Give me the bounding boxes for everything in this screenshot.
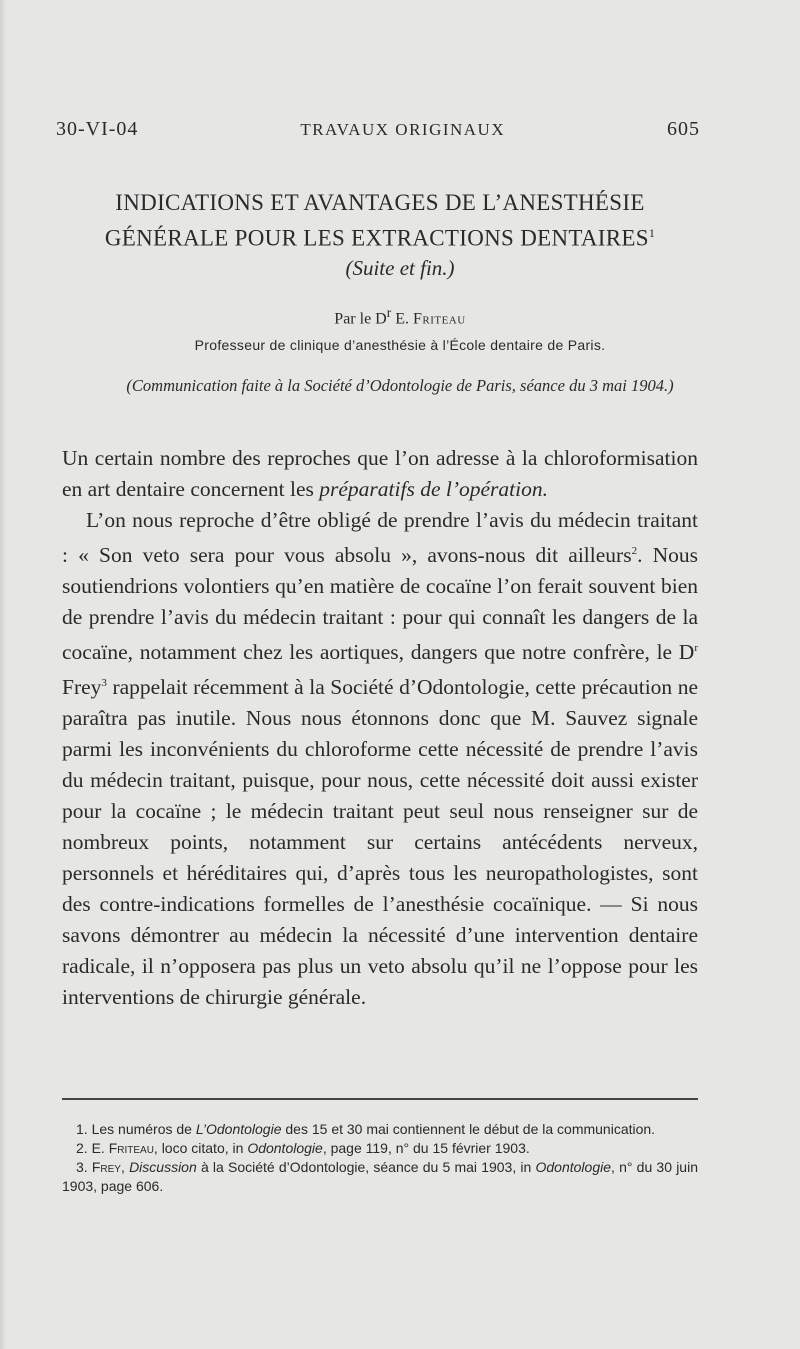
communication-note: (Communication faite à la Société d’Odontologie de Paris, séance du 3 mai 1904.): [126, 376, 674, 395]
body-p2-text-c: Frey: [62, 675, 102, 700]
body-paragraph-2: [62, 505, 698, 1013]
footnote-ref-3[interactable]: 3: [101, 677, 107, 690]
article-subtitle: (Suite et fin.): [345, 256, 455, 280]
footnote-2: [62, 1139, 698, 1158]
fn3-text-c: , n° du 30 juin 1903, page 606.: [62, 1159, 698, 1194]
article-title: [60, 188, 700, 254]
body-paragraph-1: [62, 443, 698, 505]
author-affiliation: Professeur de clinique d’anesthésie à l’École dentaire de Paris.: [194, 337, 606, 353]
footnote-divider: [62, 1098, 698, 1100]
footnotes: [62, 1120, 698, 1196]
fn1-text-a: 1. Les numéros de: [76, 1121, 196, 1137]
byline: [0, 305, 800, 328]
fn3-author: 3. Frey: [76, 1159, 121, 1175]
body-p2-text-d: rappelait récemment à la Société d’Odontologie, cette précaution ne paraîtra pas inutile. Nous nous étonnons donc que M. Sauvez signale parmi les inconvénients du chloroforme cette nécessité de prendre l’avis du médecin traitant, puisque, pour nous, cette nécessité doit aussi exister pour la cocaïne ; le médecin traitant peut seul nous renseigner sur de nombreux points, notamment sur certains antécédents nerveux, personnels et héréditaires qui, d’après tous les neuropathologistes, sont des contre-indications formelles de l’anesthésie cocaïnique. — Si nous savons démontrer au médecin la nécessité d’une intervention dentaire radicale, il n’opposera pas plus un veto absolu qu’il ne l’oppose pour les interventions de chirurgie générale.: [62, 675, 698, 1010]
fn1-text-b: des 15 et 30 mai contiennent le début de la communication.: [281, 1121, 656, 1137]
page-edge-shadow: [0, 0, 6, 1349]
footnote-1: [62, 1120, 698, 1139]
body-p1-text: Un certain nombre des reproches que l’on adresse à la chloroformisation en art dentaire concernent les: [62, 446, 698, 501]
running-head: [56, 118, 700, 141]
fn2-author: Friteau: [108, 1140, 154, 1156]
article-body: [62, 443, 698, 1013]
byline-initial: E.: [395, 310, 409, 328]
fn2-text-c: , page 119, n° du 15 février 1903.: [322, 1140, 530, 1156]
fn2-text-a: 2. E.: [76, 1140, 109, 1156]
byline-prefix: Par le D: [334, 310, 387, 328]
fn3-text-b: à la Société d’Odontologie, séance du 5 mai 1903, in: [196, 1159, 536, 1175]
body-p1-italic: préparatifs de l’opération.: [319, 477, 548, 501]
fn2-italic: Odontologie: [247, 1140, 323, 1156]
fn3-italic: Discussion: [129, 1159, 197, 1175]
footnote-3: [62, 1158, 698, 1196]
author-name: Friteau: [412, 310, 466, 328]
page-number: 605: [666, 118, 700, 140]
running-head-date: 30-VI-04: [56, 118, 139, 140]
title-footnote-mark[interactable]: 1: [648, 226, 656, 240]
body-p2-text-b: . Nous soutiendrions volontiers qu’en matière de cocaïne l’on ferait souvent bien de prendre l’avis du médecin traitant : pour qui connaît les dangers de la cocaïne, notamment chez les aortiques, dangers que notre confrère, le D: [62, 543, 698, 665]
footnote-ref-2[interactable]: 2: [631, 545, 638, 557]
fn2-text-b: , loco citato, in: [153, 1140, 248, 1156]
fn1-italic: L’Odontologie: [195, 1121, 282, 1137]
body-p2-sup-r: r: [694, 642, 698, 655]
body-p2-text-a: L’on nous reproche d’être obligé de prendre l’avis du médecin traitant : « Son veto sera pour vous absolu », avons-nous dit ailleurs: [62, 508, 698, 568]
fn3-italic-2: Odontologie: [535, 1159, 612, 1175]
fn3-text-a: ,: [120, 1159, 130, 1175]
article-title-text: INDICATIONS ET AVANTAGES DE L’ANESTHÉSIE GÉNÉRALE POUR LES EXTRACTIONS DENTAIRES: [104, 190, 649, 251]
byline-prefix-sup: r: [386, 305, 392, 320]
running-head-section: TRAVAUX ORIGINAUX: [300, 120, 506, 139]
